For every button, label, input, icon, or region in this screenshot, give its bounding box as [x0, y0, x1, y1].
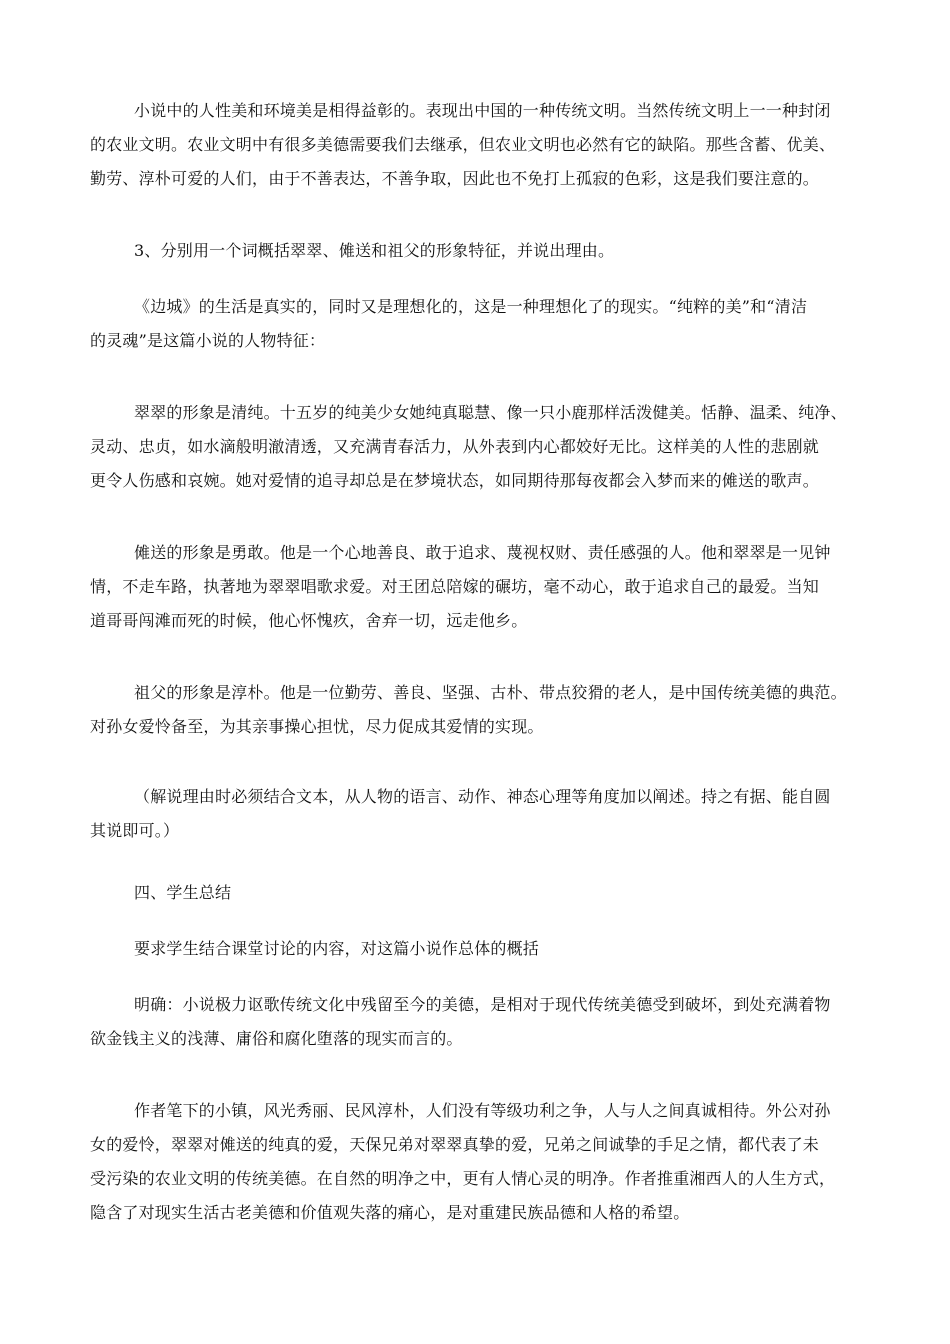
text-line: 祖父的形象是淳朴。他是一位勤劳、善良、坚强、古朴、带点狡猾的老人，是中国传统美德的典范。 [134, 683, 847, 702]
text-line: 其说即可。） [90, 821, 180, 840]
text-line: 《边城》的生活是真实的，同时又是理想化的，这是一种理想化了的现实。“纯粹的美”和“清洁 [134, 297, 808, 316]
text-line: 更令人伤感和哀婉。她对爱情的追寻却总是在梦境状态，如同期待那每夜都会入梦而来的傩送的歌声。 [90, 471, 820, 490]
text-line: 情，不走车路，执著地为翠翠唱歌求爱。对王团总陪嫁的碾坊，毫不动心，敢于追求自己的最爱。当知 [90, 577, 820, 596]
text-line: 受污染的农业文明的传统美德。在自然的明净之中，更有人情心灵的明净。作者推重湘西人的人生方式， [90, 1169, 836, 1188]
text-line: 道哥哥闯滩而死的时候，他心怀愧疚，舍弃一切，远走他乡。 [90, 611, 528, 630]
paragraph-bian-cheng-life [90, 290, 860, 358]
paragraph-explanation-note [90, 780, 860, 848]
text-line: （解说理由时必须结合文本，从人物的语言、动作、神态心理等角度加以阐述。持之有据、能自圆 [134, 787, 831, 806]
text-line: 要求学生结合课堂讨论的内容，对这篇小说作总体的概括 [134, 939, 540, 958]
text-line: 隐含了对现实生活古老美德和价值观失落的痛心，是对重建民族品德和人格的希望。 [90, 1203, 690, 1222]
text-line: 四、学生总结 [134, 883, 232, 902]
paragraph-grandfather-image [90, 676, 860, 744]
text-line: 作者笔下的小镇，风光秀丽、民风淳朴，人们没有等级功利之争，人与人之间真诚相待。外公对孙 [134, 1101, 831, 1120]
text-line: 对孙女爱怜备至，为其亲事操心担忧，尽力促成其爱情的实现。 [90, 717, 544, 736]
paragraph-cuicui-image [90, 396, 860, 498]
paragraph-clarification [90, 988, 860, 1056]
text-line: 明确：小说极力讴歌传统文化中残留至今的美德，是相对于现代传统美德受到破坏，到处充满着物 [134, 995, 831, 1014]
text-line: 小说中的人性美和环境美是相得益彰的。表现出中国的一种传统文明。当然传统文明上一一种封闭 [134, 101, 831, 120]
text-line: 傩送的形象是勇敢。他是一个心地善良、敢于追求、蔑视权财、责任感强的人。他和翠翠是一见钟 [134, 543, 831, 562]
text-line: 翠翠的形象是清纯。十五岁的纯美少女她纯真聪慧、像一只小鹿那样活泼健美。恬静、温柔、纯净、 [134, 403, 847, 422]
paragraph-summary-requirement [90, 932, 860, 966]
paragraph-author-town [90, 1094, 860, 1230]
text-line: 的农业文明。农业文明中有很多美德需要我们去继承，但农业文明也必然有它的缺陷。那些含蓄、优美、 [90, 135, 836, 154]
question-3 [90, 234, 860, 268]
paragraph-traditional-civilization [90, 94, 860, 196]
text-line: 欲金钱主义的浅薄、庸俗和腐化堕落的现实而言的。 [90, 1029, 463, 1048]
section-heading-student-summary [90, 876, 860, 910]
paragraph-nuosong-image [90, 536, 860, 638]
text-line: 勤劳、淳朴可爱的人们，由于不善表达，不善争取，因此也不免打上孤寂的色彩，这是我们要注意的。 [90, 169, 820, 188]
text-line: 女的爱怜，翠翠对傩送的纯真的爱，天保兄弟对翠翠真挚的爱，兄弟之间诚挚的手足之情，都代表了未 [90, 1135, 820, 1154]
text-line: 的灵魂”是这篇小说的人物特征： [90, 331, 326, 350]
text-line: 灵动、忠贞，如水滴般明澈清透，又充满青春活力，从外表到内心都姣好无比。这样美的人性的悲剧就 [90, 437, 820, 456]
text-line: 3、分别用一个词概括翠翠、傩送和祖父的形象特征，并说出理由。 [134, 241, 615, 260]
